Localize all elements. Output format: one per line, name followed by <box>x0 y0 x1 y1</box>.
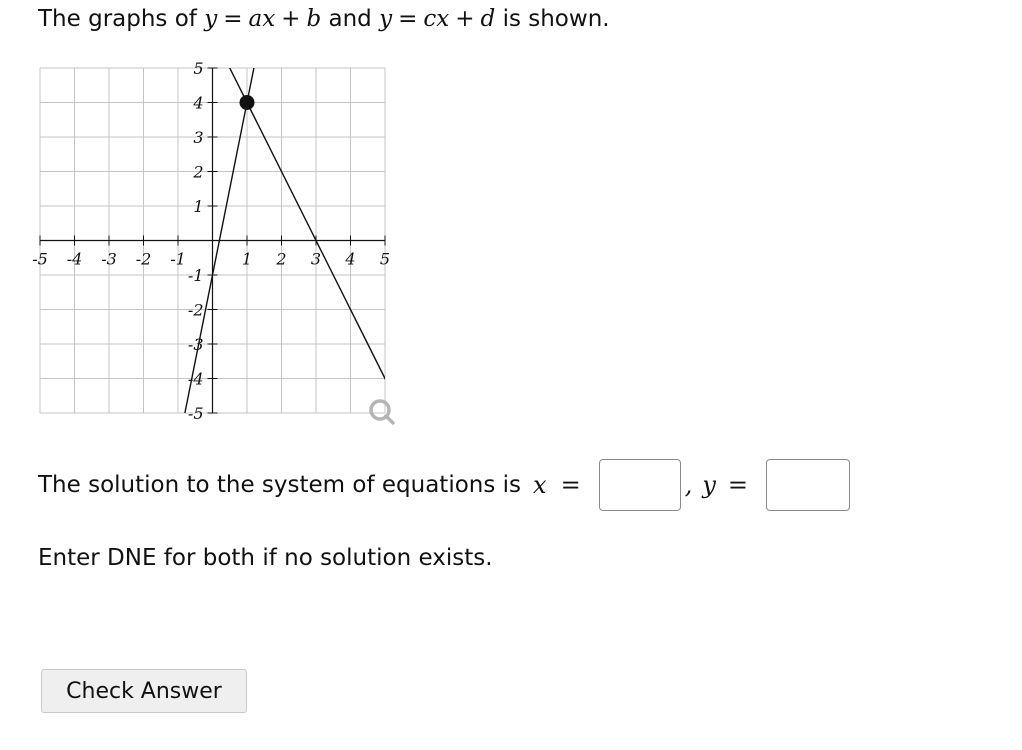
question-prompt <box>38 4 610 34</box>
y-answer-input[interactable] <box>766 459 850 511</box>
eq2-lhs: y <box>379 6 393 32</box>
x-tick-label: 4 <box>345 249 356 269</box>
prompt-suffix: is shown. <box>502 6 610 32</box>
graph-container <box>30 60 410 430</box>
eq2-equals: = <box>398 6 418 32</box>
y-tick-label: 1 <box>193 197 204 216</box>
prompt-prefix: The graphs of <box>38 6 197 32</box>
solution-x-equals <box>561 471 581 499</box>
check-answer-button[interactable]: Check Answer <box>41 669 247 713</box>
eq2-term1: cx <box>423 6 450 32</box>
x-equals-sign: = <box>560 471 581 499</box>
prompt-connector: and <box>328 6 372 32</box>
y-tick-label: 5 <box>193 60 204 78</box>
x-tick-label: -2 <box>135 249 152 269</box>
graph-lines <box>30 60 410 430</box>
x-tick-label: 5 <box>379 249 391 269</box>
y-tick-label: -3 <box>187 335 204 354</box>
y-tick-label: -5 <box>187 404 204 423</box>
x-answer-input[interactable] <box>599 459 681 511</box>
solution-y-equals <box>728 471 748 499</box>
eq1-lhs: y <box>204 6 218 32</box>
solution-y-var: y <box>702 471 716 499</box>
x-tick-label: 1 <box>241 249 253 269</box>
x-tick-label: 2 <box>276 249 287 269</box>
equation-one <box>204 6 321 32</box>
y-tick-label: 4 <box>193 93 204 113</box>
y-tick-label: 3 <box>193 128 204 147</box>
coordinate-graph <box>30 60 410 430</box>
eq1-plus: + <box>281 6 301 32</box>
solution-text: The solution to the system of equations is <box>38 472 522 498</box>
x-tick-label: -5 <box>32 249 48 269</box>
magnifier-icon[interactable] <box>371 401 393 423</box>
graph-line-1 <box>30 60 410 430</box>
x-tick-label: -1 <box>170 249 186 269</box>
graph-line-2 <box>30 60 410 430</box>
y-tick-label: -4 <box>187 369 204 389</box>
y-tick-label: -2 <box>187 300 204 320</box>
y-tick-label: -1 <box>187 266 204 285</box>
x-tick-label: -3 <box>101 249 117 269</box>
equation-two <box>379 6 495 32</box>
tick-labels <box>32 60 390 423</box>
intersection-point <box>240 95 255 110</box>
solution-comma: , <box>684 471 693 499</box>
eq1-term2: b <box>306 6 322 32</box>
graph-points <box>240 95 255 110</box>
eq2-term2: d <box>480 6 496 32</box>
x-tick-label: -4 <box>66 249 83 269</box>
solution-x-var: x <box>533 471 547 499</box>
eq1-equals: = <box>223 6 243 32</box>
axes <box>40 68 385 413</box>
solution-row <box>38 458 850 512</box>
x-tick-label: 3 <box>310 249 322 269</box>
y-tick-label: 2 <box>193 162 204 182</box>
y-equals-sign: = <box>727 471 748 499</box>
dne-instruction: Enter DNE for both if no solution exists. <box>38 545 493 571</box>
eq1-term1: ax <box>248 6 276 32</box>
eq2-plus: + <box>455 6 475 32</box>
